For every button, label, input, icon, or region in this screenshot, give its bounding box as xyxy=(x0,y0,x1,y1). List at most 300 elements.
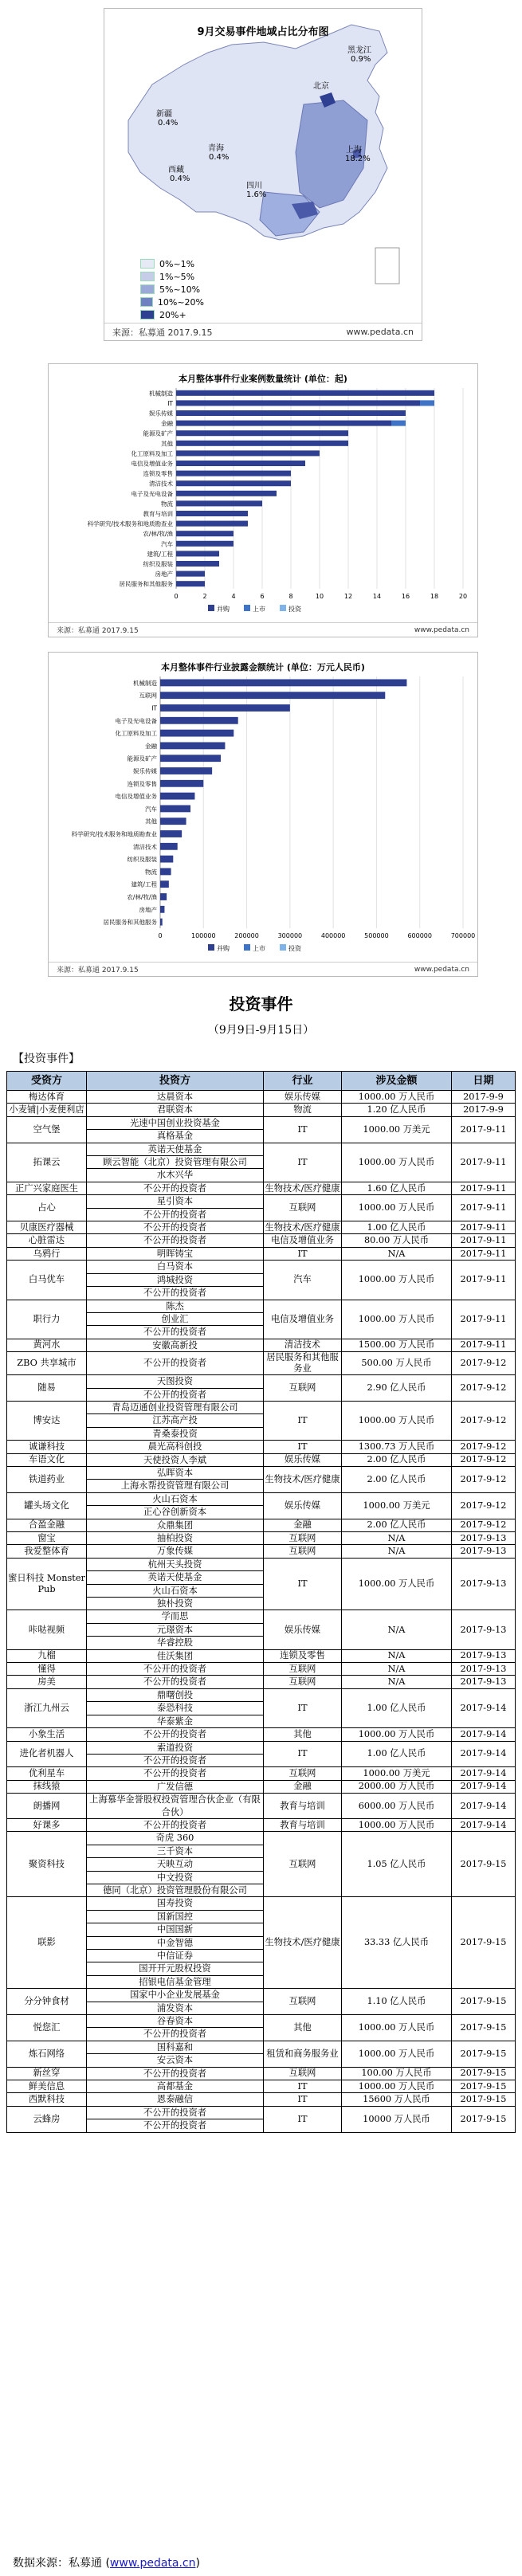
category-label: 互联网 xyxy=(139,692,157,700)
x-tick-label: 2 xyxy=(202,593,207,600)
cell-date: 2017-9-11 xyxy=(452,1116,516,1143)
investor-name: 不公开的投资者 xyxy=(143,1235,207,1246)
header-date: 日期 xyxy=(452,1072,516,1091)
category-label: 电信及增值业务 xyxy=(115,793,157,801)
cell-date: 2017-9-15 xyxy=(452,2067,516,2080)
cell-company: 博安达 xyxy=(7,1401,87,1440)
cell-amount: 2.00 亿人民币 xyxy=(342,1453,452,1466)
table-row xyxy=(7,1832,516,1897)
cell-date: 2017-9-15 xyxy=(452,1832,516,1897)
cell-investors xyxy=(87,1897,264,1989)
cell-industry: IT xyxy=(264,1116,342,1143)
cell-amount: 2000.00 万人民币 xyxy=(342,1780,452,1793)
category-label: 金融 xyxy=(161,420,173,428)
investor-name: 国家中小企业发展基金 xyxy=(87,1989,263,2002)
cell-company: 职行力 xyxy=(7,1300,87,1339)
table-row xyxy=(7,1466,516,1492)
investor-name: 明晖铸宝 xyxy=(156,1248,194,1259)
table-row xyxy=(7,2080,516,2093)
cell-date: 2017-9-13 xyxy=(452,1649,516,1662)
cell-date: 2017-9-14 xyxy=(452,1767,516,1780)
bar xyxy=(160,717,238,724)
cell-amount: 100.00 万人民币 xyxy=(342,2067,452,2080)
category-label: 连锁及零售 xyxy=(143,470,173,478)
bar xyxy=(160,843,178,850)
cell-date: 2017-9-11 xyxy=(452,1300,516,1339)
table-row xyxy=(7,1897,516,1989)
map-legend xyxy=(140,257,204,321)
cell-amount: 1.00 亿人民币 xyxy=(342,1221,452,1234)
bar xyxy=(160,730,234,737)
cell-investors xyxy=(87,1519,264,1531)
bar xyxy=(160,704,290,712)
investor-name: 白马资本 xyxy=(87,1261,263,1273)
cell-amount: 15600 万人民币 xyxy=(342,2093,452,2106)
cell-date: 2017-9-11 xyxy=(452,1195,516,1221)
cell-amount: 1.20 亿人民币 xyxy=(342,1104,452,1116)
cell-company: 联影 xyxy=(7,1897,87,1989)
cell-industry: 娱乐传媒 xyxy=(264,1610,342,1649)
legend-label: 10%~20% xyxy=(157,296,204,308)
table-row xyxy=(7,2106,516,2132)
table-row xyxy=(7,1375,516,1402)
table-row xyxy=(7,2041,516,2067)
cell-industry: 互联网 xyxy=(264,1676,342,1688)
cell-industry: IT xyxy=(264,1143,342,1182)
legend-label: 20%+ xyxy=(159,309,186,320)
investor-name: 浦发资本 xyxy=(156,2002,194,2013)
bar xyxy=(160,692,385,699)
investor-name: 顾云智能（北京）投资管理有限公司 xyxy=(87,1156,263,1169)
cell-company: 罐头场文化 xyxy=(7,1492,87,1519)
cell-investors xyxy=(87,1221,264,1234)
cell-investors xyxy=(87,1104,264,1116)
cell-company: 随易 xyxy=(7,1375,87,1402)
footer-source xyxy=(13,2554,200,2570)
cell-investors xyxy=(87,1728,264,1741)
category-label: 能源及矿产 xyxy=(143,429,173,437)
cell-investors xyxy=(87,1401,264,1440)
x-tick-label: 4 xyxy=(231,593,236,600)
cell-date: 2017-9-13 xyxy=(452,1545,516,1558)
cell-amount: 1.05 亿人民币 xyxy=(342,1832,452,1897)
cell-amount: N/A xyxy=(342,1610,452,1649)
map-url: www.pedata.cn xyxy=(346,327,414,337)
legend-swatch xyxy=(208,605,214,611)
cell-company: 心脏雷达 xyxy=(7,1234,87,1247)
investor-name: 泰恐科技 xyxy=(87,1702,263,1715)
bar xyxy=(420,400,434,406)
cell-amount: N/A xyxy=(342,1247,452,1260)
investor-name: 学而思 xyxy=(87,1610,263,1623)
region-label: 四川 xyxy=(246,182,262,190)
investor-name: 光速中国创业投资基金 xyxy=(87,1117,263,1130)
x-tick-label: 14 xyxy=(372,593,382,600)
cell-amount: 1000.00 万人民币 xyxy=(342,1818,452,1831)
cell-industry: 互联网 xyxy=(264,1375,342,1402)
investor-name: 不公开的投资者 xyxy=(143,1358,207,1369)
table-row xyxy=(7,1728,516,1741)
cell-company: 占心 xyxy=(7,1195,87,1221)
cell-amount: N/A xyxy=(342,1676,452,1688)
region-value: 1.6% xyxy=(246,190,267,199)
cell-company: 梅达体育 xyxy=(7,1091,87,1104)
category-label: 农/林/牧/渔 xyxy=(143,530,173,538)
bar xyxy=(160,856,173,863)
cell-investors xyxy=(87,1649,264,1662)
cell-investors xyxy=(87,1767,264,1780)
legend-label: 1%~5% xyxy=(159,271,195,282)
investor-name: 杭州天头投资 xyxy=(87,1559,263,1571)
cell-investors xyxy=(87,1676,264,1688)
bar xyxy=(176,561,219,567)
table-row xyxy=(7,1558,516,1610)
cell-date: 2017-9-11 xyxy=(452,1339,516,1351)
x-tick-label: 500000 xyxy=(364,932,389,939)
cell-date: 2017-9-11 xyxy=(452,1261,516,1300)
investor-name: 不公开的投资者 xyxy=(143,1664,207,1675)
header-industry: 行业 xyxy=(264,1072,342,1091)
cell-amount: 33.33 亿人民币 xyxy=(342,1897,452,1989)
category-label: 化工原料及加工 xyxy=(131,449,173,457)
header-company: 受资方 xyxy=(7,1072,87,1091)
investor-name: 青岛迈通创业投资管理有限公司 xyxy=(87,1402,263,1414)
bar xyxy=(176,410,406,416)
cell-amount: N/A xyxy=(342,1532,452,1545)
table-row xyxy=(7,1676,516,1688)
x-tick-label: 0 xyxy=(158,932,163,939)
legend-swatch xyxy=(140,297,153,307)
x-tick-label: 100000 xyxy=(191,932,216,939)
cell-amount: 1.00 亿人民币 xyxy=(342,1741,452,1767)
cell-date: 2017-9-11 xyxy=(452,1182,516,1194)
cell-industry: 生物技术/医疗健康 xyxy=(264,1182,342,1194)
legend-label: 0%~1% xyxy=(159,258,195,269)
cell-amount: 1000.00 万美元 xyxy=(342,1492,452,1519)
cell-industry: 互联网 xyxy=(264,2067,342,2080)
bar xyxy=(176,450,320,456)
category-label: 娱乐传媒 xyxy=(149,410,173,418)
cell-industry: 互联网 xyxy=(264,1532,342,1545)
cell-investors xyxy=(87,1195,264,1221)
cell-investors xyxy=(87,1794,264,1819)
cell-industry: 教育与培训 xyxy=(264,1794,342,1819)
category-label: 居民服务和其他服务 xyxy=(119,580,173,588)
table-row xyxy=(7,1663,516,1676)
legend-item xyxy=(140,308,204,321)
cell-investors xyxy=(87,1339,264,1351)
footer-link[interactable]: www.pedata.cn xyxy=(109,2557,196,2570)
chart-source: 来源：私募通 2017.9.15 xyxy=(57,627,139,635)
table-row xyxy=(7,1492,516,1519)
legend-item xyxy=(140,270,204,283)
region-label: 北京 xyxy=(313,82,329,91)
cell-date: 2017-9-14 xyxy=(452,1688,516,1727)
cell-investors xyxy=(87,1545,264,1558)
category-label: 金融 xyxy=(145,742,157,750)
cell-date: 2017-9-14 xyxy=(452,1780,516,1793)
legend-swatch xyxy=(208,944,214,951)
table-row xyxy=(7,1339,516,1351)
cell-company: 小麦铺|小麦便利店 xyxy=(7,1104,87,1116)
investor-name: 鸿城投资 xyxy=(87,1274,263,1287)
cell-amount: 1000.00 万人民币 xyxy=(342,2015,452,2041)
category-label: 汽车 xyxy=(145,805,157,813)
cell-date: 2017-9-11 xyxy=(452,1247,516,1260)
cell-amount: 1000.00 万美元 xyxy=(342,1767,452,1780)
investor-name: 青桑泰投资 xyxy=(152,1428,198,1439)
bar xyxy=(176,390,434,396)
bar xyxy=(160,868,171,875)
investor-name: 江苏高产投 xyxy=(87,1414,263,1427)
cell-industry: IT xyxy=(264,1688,342,1727)
footer-suffix: ) xyxy=(195,2557,200,2570)
category-label: 教育与培训 xyxy=(143,510,173,518)
bar xyxy=(176,551,219,556)
legend-item xyxy=(140,283,204,296)
investor-name: 国新国控 xyxy=(87,1911,263,1923)
cell-industry: 娱乐传媒 xyxy=(264,1453,342,1466)
cell-company: 咔哒视频 xyxy=(7,1610,87,1649)
category-label: IT xyxy=(151,704,157,712)
chart-url: www.pedata.cn xyxy=(414,625,469,634)
cell-date: 2017-9-12 xyxy=(452,1466,516,1492)
cell-investors xyxy=(87,1610,264,1649)
amount-chart xyxy=(48,652,478,977)
investor-name: 不公开的投资者 xyxy=(143,1288,207,1299)
bar xyxy=(176,491,277,496)
cell-investors xyxy=(87,1375,264,1402)
table-row xyxy=(7,1091,516,1104)
cell-date: 2017-9-12 xyxy=(452,1401,516,1440)
cell-date: 2017-9-9 xyxy=(452,1104,516,1116)
bar xyxy=(176,430,348,436)
investor-name: 不公开的投资者 xyxy=(143,1389,207,1400)
cell-investors xyxy=(87,1780,264,1793)
cell-amount: 80.00 万人民币 xyxy=(342,1234,452,1247)
x-tick-label: 0 xyxy=(174,593,179,600)
cell-company: 正广兴家庭医生 xyxy=(7,1182,87,1194)
cell-industry: IT xyxy=(264,1741,342,1767)
investor-name: 华泰紫金 xyxy=(156,1715,194,1727)
cell-date: 2017-9-11 xyxy=(452,1221,516,1234)
region-value: 0.4% xyxy=(170,174,190,183)
category-label: 化工原料及加工 xyxy=(115,730,157,738)
investor-name: 中信证券 xyxy=(87,1950,263,1962)
cell-investors xyxy=(87,1182,264,1194)
legend-label: 上市 xyxy=(253,606,265,613)
cell-company: 悦您汇 xyxy=(7,2015,87,2041)
cell-industry: 租赁和商务服务业 xyxy=(264,2041,342,2067)
legend-swatch xyxy=(244,605,250,611)
chart-source-bar xyxy=(49,622,477,637)
table-row xyxy=(7,1780,516,1793)
investor-name: 招银电信基金管理 xyxy=(139,1976,211,1987)
investor-name: 国开开元股权投资 xyxy=(87,1962,263,1975)
cell-company: 鲜美信息 xyxy=(7,2080,87,2093)
cell-investors xyxy=(87,2093,264,2106)
x-tick-label: 400000 xyxy=(320,932,346,939)
legend-swatch xyxy=(280,605,286,611)
cell-amount: 1000.00 万人民币 xyxy=(342,1401,452,1440)
legend-swatch xyxy=(140,284,155,294)
table-row xyxy=(7,1234,516,1247)
cell-date: 2017-9-13 xyxy=(452,1663,516,1676)
x-tick-label: 700000 xyxy=(450,932,476,939)
bar xyxy=(176,531,234,536)
cell-industry: 金融 xyxy=(264,1780,342,1793)
investor-name: 中国国新 xyxy=(87,1923,263,1936)
category-label: 电子及光电设备 xyxy=(115,717,157,725)
legend-swatch xyxy=(140,259,155,269)
bar xyxy=(160,893,167,900)
cell-investors xyxy=(87,1558,264,1610)
page-subtitle: （9月9日-9月15日） xyxy=(207,1024,315,1037)
cell-date: 2017-9-15 xyxy=(452,2093,516,2106)
table-row xyxy=(7,1532,516,1545)
cell-investors xyxy=(87,1492,264,1519)
cell-date: 2017-9-15 xyxy=(452,2106,516,2132)
investor-name: 鼎曙创投 xyxy=(87,1689,263,1702)
table-row xyxy=(7,1519,516,1531)
category-label: 纺织及服装 xyxy=(127,856,157,864)
investor-name: 天使投资人李斌 xyxy=(143,1454,207,1465)
investor-name: 不公开的投资者 xyxy=(143,2068,207,2079)
category-label: 居民服务和其他服务 xyxy=(103,919,157,927)
cell-date: 2017-9-12 xyxy=(452,1453,516,1466)
bar xyxy=(160,780,203,787)
region-label: 新疆 xyxy=(156,110,172,119)
x-tick-label: 18 xyxy=(430,593,439,600)
cell-amount: 1000.00 万人民币 xyxy=(342,1195,452,1221)
cell-company: 车语文化 xyxy=(7,1453,87,1466)
table-row xyxy=(7,1989,516,2015)
investor-name: 元璟资本 xyxy=(87,1624,263,1637)
cell-company: 乌鸦行 xyxy=(7,1247,87,1260)
x-tick-label: 300000 xyxy=(277,932,303,939)
bar xyxy=(176,471,291,476)
cell-investors xyxy=(87,1234,264,1247)
region-label: 青海 xyxy=(208,144,224,153)
investor-name: 不公开的投资者 xyxy=(143,1755,207,1766)
investor-name: 安徽高新投 xyxy=(152,1339,198,1351)
investor-name: 不公开的投资者 xyxy=(143,1222,207,1233)
cell-amount: 1.00 亿人民币 xyxy=(342,1688,452,1727)
cell-amount: 1300.73 万人民币 xyxy=(342,1441,452,1453)
cell-industry: 生物技术/医疗健康 xyxy=(264,1221,342,1234)
table-row xyxy=(7,1741,516,1767)
investor-name: 正心谷创新资本 xyxy=(143,1507,207,1518)
cell-date: 2017-9-9 xyxy=(452,1091,516,1104)
investor-name: 高都基金 xyxy=(156,2081,194,2092)
page-title: 投资事件 xyxy=(229,994,293,1014)
table-row xyxy=(7,1195,516,1221)
investor-name: 上海永帮投资管理有限公司 xyxy=(120,1480,230,1492)
cell-amount: 1000.00 万人民币 xyxy=(342,1728,452,1741)
investor-name: 中金智德 xyxy=(87,1937,263,1950)
cell-company: ZBO 共享城市 xyxy=(7,1352,87,1375)
legend-label: 投资 xyxy=(288,606,301,613)
cell-date: 2017-9-13 xyxy=(452,1532,516,1545)
cell-amount: 1.60 亿人民币 xyxy=(342,1182,452,1194)
region-value: 0.9% xyxy=(351,55,371,64)
cell-company: 窗宝 xyxy=(7,1532,87,1545)
cell-industry: 互联网 xyxy=(264,1767,342,1780)
bar xyxy=(176,511,248,516)
investor-name: 弘晖资本 xyxy=(87,1467,263,1480)
cell-company: 云蜂房 xyxy=(7,2106,87,2132)
cell-amount: 1000.00 万美元 xyxy=(342,1116,452,1143)
cell-industry: 汽车 xyxy=(264,1261,342,1300)
cell-date: 2017-9-12 xyxy=(452,1352,516,1375)
cell-company: 蜜日科技 Monster Pub xyxy=(7,1558,87,1610)
category-label: 娱乐传媒 xyxy=(133,767,157,775)
bar xyxy=(160,755,221,762)
cell-industry: IT xyxy=(264,2080,342,2093)
cell-company: 抹线猿 xyxy=(7,1780,87,1793)
table-row xyxy=(7,1610,516,1649)
bar xyxy=(176,521,248,527)
category-label: 房地产 xyxy=(155,570,173,578)
cell-investors xyxy=(87,1116,264,1143)
investor-name: 索道投资 xyxy=(87,1742,263,1755)
cell-company: 懂得 xyxy=(7,1663,87,1676)
investor-name: 不公开的投资者 xyxy=(143,1729,207,1740)
category-label: 能源及矿产 xyxy=(127,755,157,763)
chart-url: www.pedata.cn xyxy=(414,965,469,974)
cell-investors xyxy=(87,2041,264,2067)
chart-title: 本月整体事件行业披露金额统计 (单位：万元人民币) xyxy=(161,662,365,672)
bar xyxy=(160,805,190,812)
bar xyxy=(176,541,234,547)
legend-swatch xyxy=(140,272,155,281)
cell-investors xyxy=(87,1247,264,1260)
cell-investors xyxy=(87,1300,264,1339)
cell-date: 2017-9-13 xyxy=(452,1610,516,1649)
header-investor: 投资方 xyxy=(87,1072,264,1091)
cell-company: 朗播网 xyxy=(7,1794,87,1819)
legend-item xyxy=(140,296,204,308)
cell-industry: 互联网 xyxy=(264,1663,342,1676)
category-label: IT xyxy=(167,399,173,407)
category-label: 农/林/牧/渔 xyxy=(127,893,157,901)
cell-industry: IT xyxy=(264,1247,342,1260)
cell-date: 2017-9-15 xyxy=(452,2080,516,2093)
cell-date: 2017-9-15 xyxy=(452,1989,516,2015)
cell-amount: 1000.00 万人民币 xyxy=(342,1091,452,1104)
map-source: 来源：私募通 2017.9.15 xyxy=(112,327,213,338)
legend-label: 并购 xyxy=(217,606,230,613)
cell-company: 白马优车 xyxy=(7,1261,87,1300)
legend-swatch xyxy=(244,944,250,951)
investor-name: 天映互动 xyxy=(87,1858,263,1871)
bar xyxy=(160,767,212,774)
region-value: 0.4% xyxy=(158,119,179,127)
chart-source-bar xyxy=(49,962,477,976)
cell-company: 好课多 xyxy=(7,1818,87,1831)
cell-amount: 2.00 亿人民币 xyxy=(342,1519,452,1531)
table-row xyxy=(7,1221,516,1234)
cell-date: 2017-9-11 xyxy=(452,1234,516,1247)
category-label: 汽车 xyxy=(161,540,173,548)
amount-svg xyxy=(49,653,479,978)
category-label: 其他 xyxy=(145,817,157,825)
cell-company: 房美 xyxy=(7,1676,87,1688)
chart-source: 来源：私募通 2017.9.15 xyxy=(57,966,139,974)
region-label: 黑龙江 xyxy=(347,46,371,55)
investor-name: 奇虎 360 xyxy=(87,1832,263,1845)
table-row xyxy=(7,1104,516,1116)
